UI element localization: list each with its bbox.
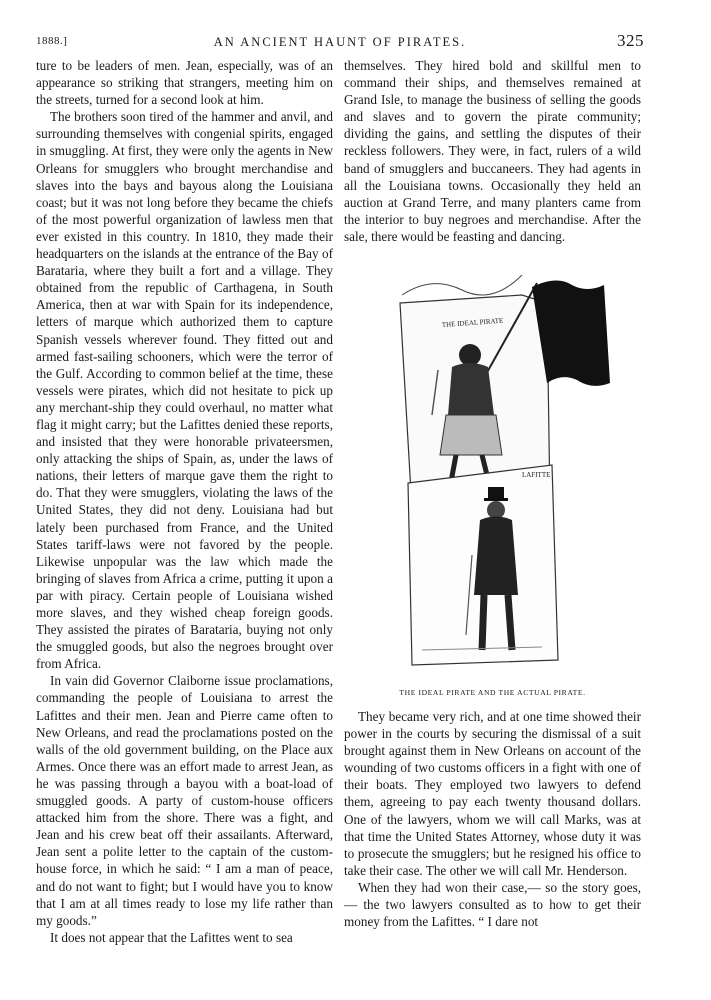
upper-label: THE IDEAL PIRATE (441, 316, 504, 329)
paragraph: themselves. They hired bold and skillful men to command their ships, and themselves remained at Grand Isle, to manage the business of selling the goods and slaves and to govern the pirate community; dividing the gains, and settling the disputes of their reckless followers. They were, in fact, rulers of a wild band of smugglers and buccaneers. They had agents in all the Louisiana towns. Occasionally they held an auction at Grand Terre, and many planters came from the interior to buy negroes and merchandise. After the sale, there would be feasting and dancing. (344, 58, 641, 244)
running-header (36, 33, 644, 53)
header-title: AN ANCIENT HAUNT OF PIRATES. (213, 35, 467, 49)
right-column-bottom (344, 708, 641, 930)
paragraph: It does not appear that the Lafittes went to sea (50, 929, 293, 945)
page-number: 325 (617, 31, 644, 50)
pirate-illustration (372, 255, 622, 685)
header-year: 1888.] (36, 35, 68, 47)
paragraph: They became very rich, and at one time showed their power in the courts by securing the dismissal of a suit brought against them in New Orleans on account of the wounding of two customs officers in a fight with one of their boats. They employed two lawyers to defend them, agreeing to pay each twenty thousand dollars. One of the lawyers, whom we will call Marks, was at that time the United States Attorney, whose duty it was to prosecute the smugglers; but he resigned his office to take their case. The other we will call Mr. Henderson. (344, 709, 641, 878)
paragraph: In vain did Governor Claiborne issue proclamations, commanding the people of Louisiana to arrest the Lafittes and their men. Jean and Pierre came often to New Orleans, and read the proclamations posted on the walls of the old government building, on the Place aux Armes. Once there was an effort made to arrest Jean, as he was passing through a bayou with a boat-load of smuggled goods. A party of custom-house officers attacked him from the shore. There was a fight, and Jean and his crew beat off their assailants. Afterward, Jean sent a polite letter to the captain of the custom-house force, in which he said: “ I am a man of peace, and do not want to fight; but I would have you to know that I am at all times ready to lose my life rather than my goods.” (36, 673, 333, 928)
right-column-top (344, 57, 641, 245)
paragraph: When they had won their case,— so the story goes,— the two lawyers consulted as to how to get their money from the Lafittes. “ I dare not (344, 879, 641, 930)
paragraph: The brothers soon tired of the hammer and anvil, and surrounding themselves with congenial spirits, engaged in smuggling. At first, they were only the agents in New Orleans for smugglers who brought merchandise and slaves into the bays and bayous along the Louisiana coast; but it was not long before they became the chiefs of the most powerful organization of lawless men that ever existed in this country. In 1810, they made their headquarters on the islands at the entrance of the Bay of Barataria, where they built a fort and a village. They obtained from the republic of Carthagena, in South America, then at war with Spain for its independence, letters of marque which authorized them to capture Spanish vessels wherever found. They fitted out and armed fast-sailing schooners, which were the terror of the Gulf. According to common belief at the time, these vessels were pirates, which did not hesitate to pick up any merchant-ship they could overhaul, no matter what flag it might carry; but the Lafittes denied these reports, and insisted that they were honorable privateersmen, only attacking the ships of Spain, as, under the laws of nations, their letters of marque gave them the right to do. That they were smugglers, violating the laws of the United States, they did not deny. Louisiana had but lately been purchased from France, and the United States tariff-laws were not favored by the people. Likewise unpopular was the law which made the bringing of slaves from Africa a crime, putting it upon a par with piracy. Certain people of Louisiana wished more slaves, and they wished cheap foreign goods. They assisted the pirates of Barataria, buying not only the smuggled goods, but also the negroes brought over from Africa. (36, 109, 333, 672)
figure-caption: THE IDEAL PIRATE AND THE ACTUAL PIRATE. (399, 688, 586, 697)
paragraph: ture to be leaders of men. Jean, especially, was of an appearance so striking that strangers, meeting him on the streets, turned for a second look at him. (36, 58, 333, 108)
lower-label: LAFITTE (522, 471, 551, 479)
left-column (36, 57, 333, 946)
